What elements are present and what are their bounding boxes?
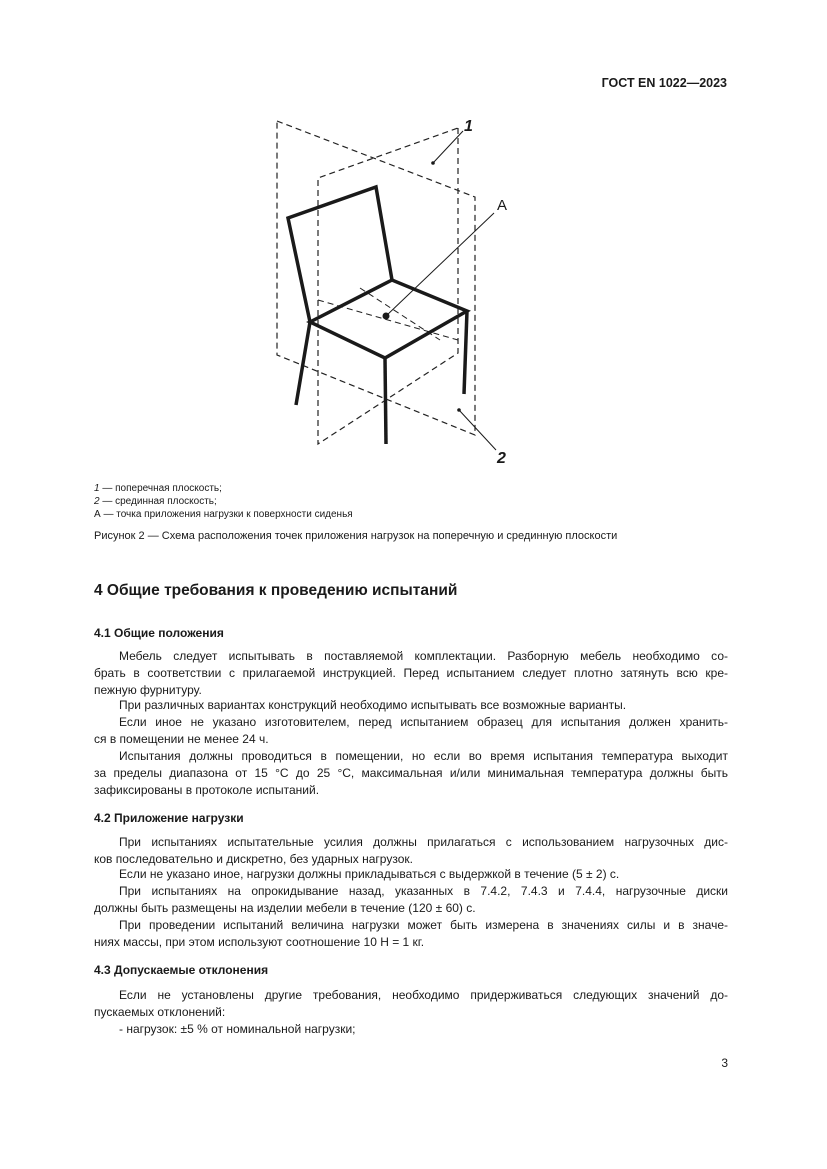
s42-p4-l1: При проведении испытаний величина нагрузки может быть измерена в значениях силы и в значе- [119,918,728,932]
s42-p3-l1: При испытаниях на опрокидывание назад, указанных в 7.4.2, 7.4.3 и 7.4.4, нагрузочные диски [119,884,728,898]
standard-code: ГОСТ EN 1022—2023 [601,76,727,90]
s42-p2: Если не указано иное, нагрузки должны прикладываться с выдержкой в течение (5 ± 2) с. [119,867,620,881]
section-4-1-title: 4.1 Общие положения [94,626,224,640]
s41-p4-l2: за пределы диапазона от 15 °С до 25 °С, максимальная и/или минимальная температура должны быть [94,766,728,780]
section-4-2-title: 4.2 Приложение нагрузки [94,811,244,825]
s41-p3-l1: Если иное не указано изготовителем, перед испытанием образец для испытания должен хранить- [119,715,728,729]
s41-p4-l3: зафиксированы в протоколе испытаний. [94,783,320,797]
s41-p1-l1: Мебель следует испытывать в поставляемой комплектации. Разборную мебель необходимо со- [119,649,728,663]
section-4-3-title: 4.3 Допускаемые отклонения [94,963,269,977]
label-plane-1: 1 [464,118,473,135]
s42-p3-l2: должны быть размещены на изделии мебели в течение (120 ± 60) с. [94,901,476,915]
s43-p1-l2: пускаемых отклонений: [94,1005,226,1019]
s41-p4-l1: Испытания должны проводиться в помещении, но если во время испытания температура выходит [119,749,728,763]
s42-p1-l2: ков последовательно и дискретно, без ударных нагрузок. [94,852,413,866]
legend-item-1: 1 — поперечная плоскость; [94,483,222,494]
s41-p2: При различных вариантах конструкций необходимо испытывать все возможные варианты. [119,698,627,712]
page-number: 3 [721,1056,728,1070]
s41-p1-l3: пежную фурнитуру. [94,683,202,697]
s41-p3-l2: ся в помещении не менее 24 ч. [94,732,269,746]
figure-caption: Рисунок 2 — Схема расположения точек приложения нагрузок на поперечную и срединную плоскости [94,530,618,542]
s42-p1-l1: При испытаниях испытательные усилия должны прилагаться с использованием нагрузочных дис- [119,835,728,849]
s43-p1-l1: Если не установлены другие требования, необходимо придерживаться следующих значений до- [119,988,728,1002]
legend-item-2: 2 — срединная плоскость; [94,496,217,507]
section-4-title: 4 Общие требования к проведению испытаний [94,582,458,599]
label-plane-2: 2 [497,450,506,467]
label-a: A [497,197,508,214]
legend-item-a: А — точка приложения нагрузки к поверхности сиденья [94,509,353,520]
s43-item-1: - нагрузок: ±5 % от номинальной нагрузки; [119,1022,356,1036]
s41-p1-l2: брать в соответствии с прилагаемой инструкцией. Перед испытанием следует плотно затянуть всю кре- [94,666,728,680]
s42-p4-l2: ниях массы, при этом используют соотношение 10 Н = 1 кг. [94,935,425,949]
